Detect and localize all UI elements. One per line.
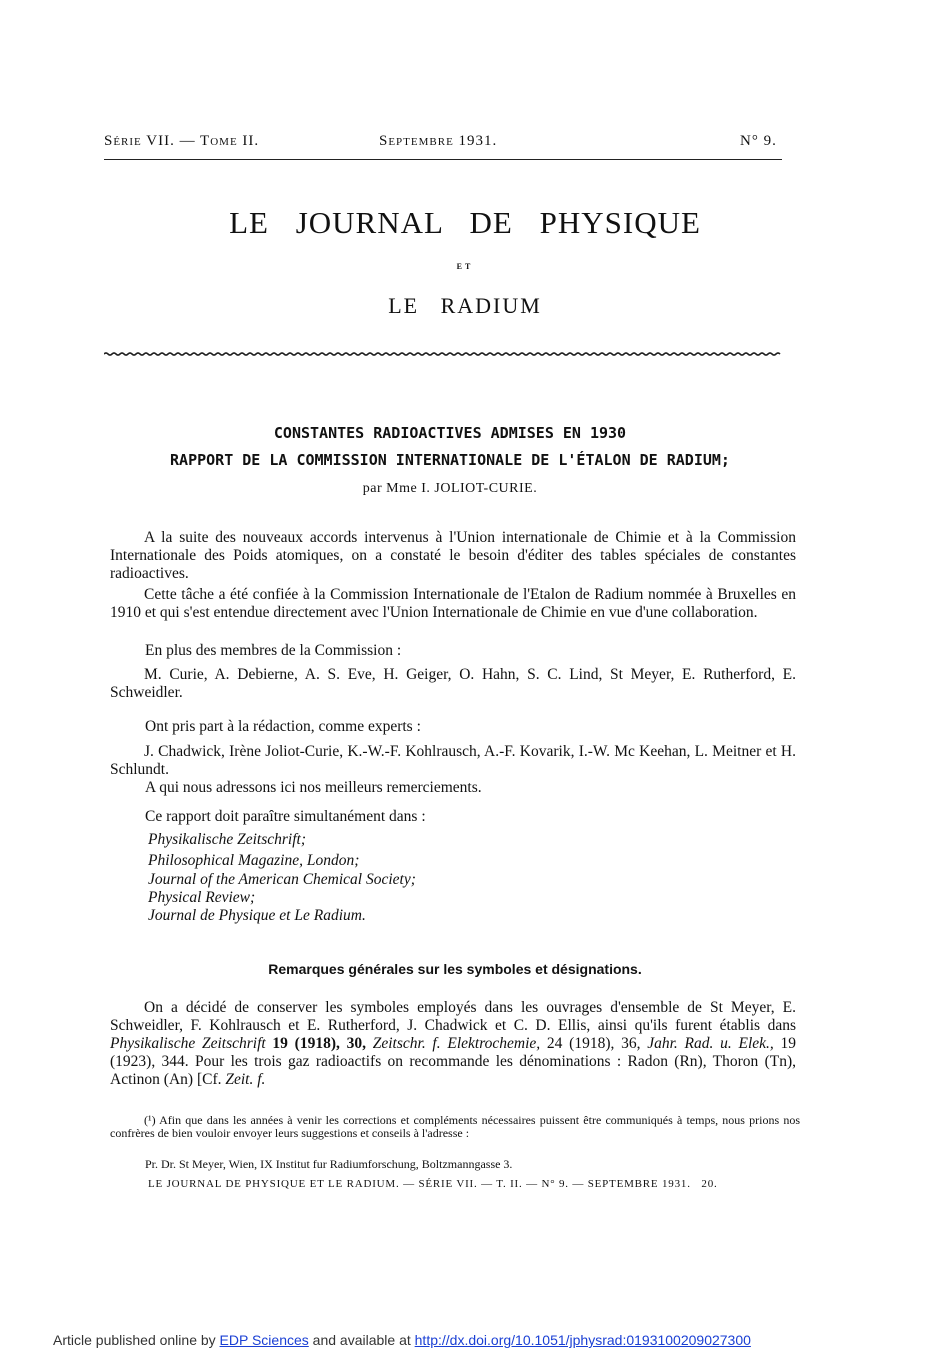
paragraph-thanks: A qui nous adressons ici nos meilleurs remerciements. bbox=[145, 779, 482, 796]
doi-link[interactable]: http://dx.doi.org/10.1051/jphysrad:0193100209027300 bbox=[414, 1332, 751, 1348]
issue-number: N° 9. bbox=[740, 133, 777, 149]
footnote-address: Pr. Dr. St Meyer, Wien, IX Institut fur Radiumforschung, Boltzmanngasse 3. bbox=[145, 1157, 513, 1171]
journal-title: LE JOURNAL DE PHYSIQUE bbox=[229, 205, 701, 240]
article-title-line2: RAPPORT DE LA COMMISSION INTERNATIONALE DE L'ÉTALON DE RADIUM; bbox=[170, 451, 730, 469]
journal-list-item: Philosophical Magazine, London; bbox=[148, 852, 360, 869]
masthead-wavy-rule bbox=[104, 350, 782, 358]
paragraph-symbols: On a décidé de conserver les symboles employés dans les ouvrages d'ensemble de St Meyer, E. Schweidler, F. Kohlrausch et E. Rutherford, J. Chadwick et C. D. Ellis, ainsi qu'ils furent établis dans Physikalische Zeitschrift 19 (1918), 30, Zeitschr. f. Elektrochemie, 24 (1918), 36, Jahr. Rad. u. Elek., 19 (1923), 344. Pour les trois gaz radioactifs on recommande les dénominations : Radon (Rn), Thoron (Tn), Actinon (An) [Cf. Zeit. f. bbox=[110, 999, 797, 1088]
series-volume: Série VII. — Tome II. bbox=[104, 133, 260, 149]
section-heading: Remarques générales sur les symboles et désignations. bbox=[268, 961, 642, 977]
paragraph-commission: Cette tâche a été confiée à la Commission Internationale de l'Etalon de Radium nommée à Bruxelles en 1910 et qui s'est entendue directement avec l'Union Internationale de Chimie en vue d'une collaboration. bbox=[110, 586, 796, 621]
paragraph-publication-lead: Ce rapport doit paraître simultanément dans : bbox=[145, 808, 426, 825]
header-rule bbox=[104, 159, 782, 160]
issue-date: Septembre 1931. bbox=[379, 133, 498, 149]
paragraph-intro: A la suite des nouveaux accords intervenus à l'Union internationale de Chimie et à la Commission Internationale des Poids atomiques, on a constaté le besoin d'éditer des tables spéciales de constantes radioactives. bbox=[110, 529, 796, 582]
paragraph-members-list: M. Curie, A. Debierne, A. S. Eve, H. Geiger, O. Hahn, S. C. Lind, St Meyer, E. Rutherford, E. Schweidler. bbox=[110, 666, 796, 701]
publisher-link[interactable]: EDP Sciences bbox=[219, 1332, 309, 1348]
journal-list-item: Journal of the American Chemical Society; bbox=[148, 871, 416, 888]
journal-subtitle: LE RADIUM bbox=[388, 293, 542, 318]
paragraph-experts-lead: Ont pris part à la rédaction, comme experts : bbox=[145, 718, 421, 735]
online-availability-note: Article published online by EDP Sciences and available at http://dx.doi.org/10.1051/jphysrad:0193100209027300 bbox=[53, 1332, 751, 1348]
running-footer: LE JOURNAL DE PHYSIQUE ET LE RADIUM. — SÉRIE VII. — T. II. — N° 9. — SEPTEMBRE 1931. 20. bbox=[148, 1178, 718, 1190]
journal-list-item: Physical Review; bbox=[148, 889, 256, 906]
paragraph-experts-list: J. Chadwick, Irène Joliot-Curie, K.-W.-F. Kohlrausch, A.-F. Kovarik, I.-W. Mc Keehan, L. Meitner et H. Schlundt. bbox=[110, 743, 796, 778]
journal-list-item: Physikalische Zeitschrift; bbox=[148, 831, 306, 848]
paragraph-members-lead: En plus des membres de la Commission : bbox=[145, 642, 402, 659]
footnote-text: (¹) Afin que dans les années à venir les corrections et compléments nécessaires puissent être communiqués à temps, nous prions nos confrères de bien vouloir envoyer leurs suggestions et conseils à l'adresse : bbox=[110, 1113, 800, 1140]
journal-title-et: ET bbox=[456, 262, 474, 271]
article-byline: par Mme I. JOLIOT-CURIE. bbox=[362, 481, 538, 496]
article-title-line1: CONSTANTES RADIOACTIVES ADMISES EN 1930 bbox=[273, 424, 627, 442]
journal-list-item: Journal de Physique et Le Radium. bbox=[148, 907, 366, 924]
page-number: 20. bbox=[701, 1178, 718, 1190]
